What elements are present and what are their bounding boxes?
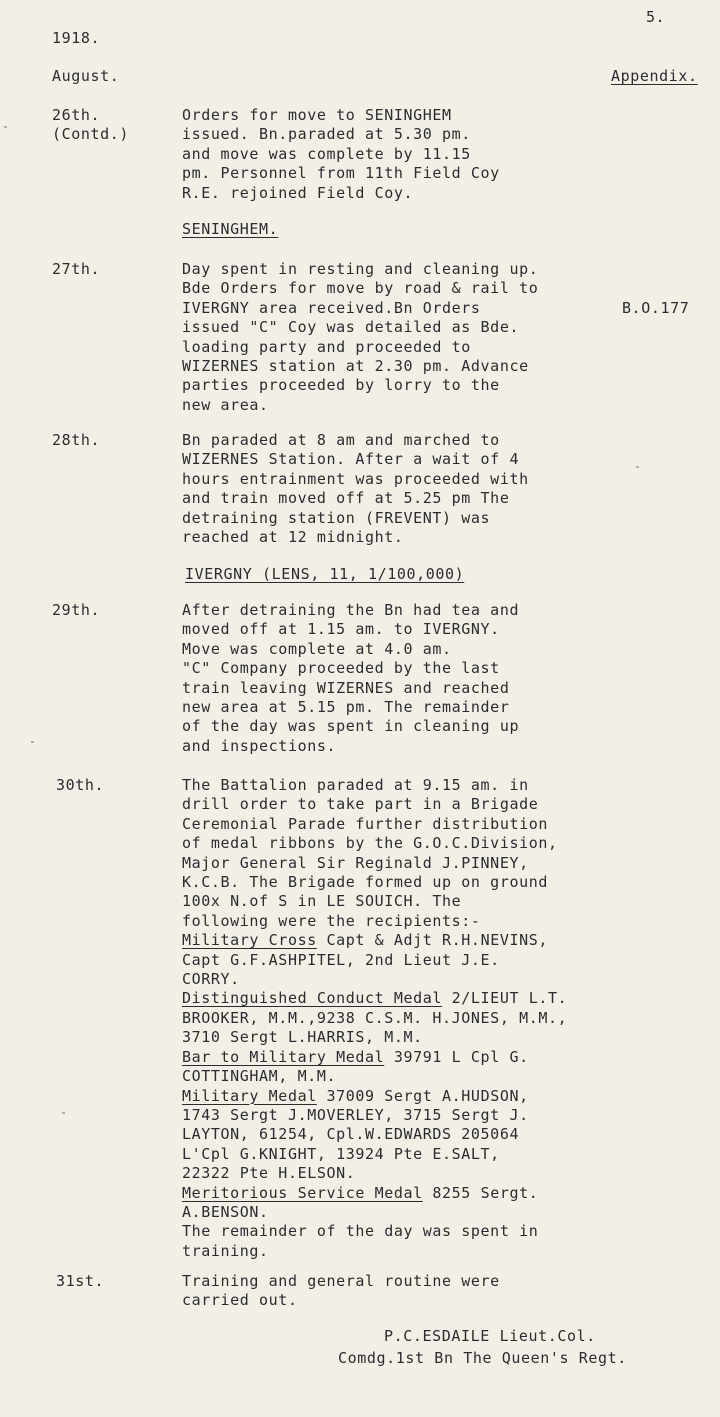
award-military-cross bbox=[182, 931, 712, 950]
text-line: new area. bbox=[182, 395, 269, 414]
paper-speck bbox=[4, 126, 7, 128]
paper-speck bbox=[636, 466, 639, 468]
text-line: Orders for move to SENINGHEM bbox=[182, 106, 452, 124]
text-line: CORRY. bbox=[182, 970, 240, 989]
award-recipients: 8255 Sergt. bbox=[422, 1183, 539, 1202]
entry-text-29 bbox=[182, 601, 712, 756]
entry-text-30 bbox=[182, 776, 712, 1261]
award-label: Military Cross bbox=[182, 931, 317, 950]
text-line: issued "C" Coy was detailed as Bde. bbox=[182, 318, 520, 337]
entry-date-26: 26th. bbox=[52, 106, 101, 124]
entry-text-26 bbox=[182, 106, 712, 203]
award-recipients: 2/LIEUT L.T. bbox=[442, 989, 568, 1008]
text-line: WIZERNES station at 2.30 pm. Advance bbox=[182, 357, 529, 376]
text-line: WIZERNES Station. After a wait of 4 bbox=[182, 450, 520, 469]
text-line: COTTINGHAM, M.M. bbox=[182, 1067, 337, 1086]
text-line: LAYTON, 61254, Cpl.W.EDWARDS 205064 bbox=[182, 1125, 520, 1144]
text-line: hours entrainment was proceeded with bbox=[182, 469, 529, 488]
text-line: Ceremonial Parade further distribution bbox=[182, 814, 548, 833]
text-line: 22322 Pte H.ELSON. bbox=[182, 1164, 356, 1183]
award-dcm bbox=[182, 989, 712, 1008]
text-line: train leaving WIZERNES and reached bbox=[182, 678, 510, 697]
text-line: 100x N.of S in LE SOUICH. The bbox=[182, 892, 462, 911]
entry-date-31: 31st. bbox=[56, 1272, 105, 1290]
text-line: detraining station (FREVENT) was bbox=[182, 508, 491, 527]
text-line: following were the recipients:- bbox=[182, 911, 481, 930]
text-line: Bde Orders for move by road & rail to bbox=[182, 279, 539, 298]
text-line: IVERGNY area received.Bn Orders bbox=[182, 298, 481, 317]
text-line: new area at 5.15 pm. The remainder bbox=[182, 698, 510, 717]
award-bar-military-medal bbox=[182, 1048, 712, 1067]
award-recipients: Capt & Adjt R.H.NEVINS, bbox=[316, 931, 548, 950]
text-line: R.E. rejoined Field Coy. bbox=[182, 183, 414, 202]
text-line: parties proceeded by lorry to the bbox=[182, 376, 500, 395]
text-line: "C" Company proceeded by the last bbox=[182, 659, 500, 678]
text-line: K.C.B. The Brigade formed up on ground bbox=[182, 873, 548, 892]
text-line: training. bbox=[182, 1241, 269, 1260]
signature-name: P.C.ESDAILE Lieut.Col. bbox=[384, 1327, 596, 1345]
paper-speck bbox=[62, 1112, 65, 1114]
text-line: 1743 Sergt J.MOVERLEY, 3715 Sergt J. bbox=[182, 1105, 529, 1124]
text-line: loading party and proceeded to bbox=[182, 337, 471, 356]
award-label: Bar to Military Medal bbox=[182, 1047, 385, 1066]
text-line: Move was complete at 4.0 am. bbox=[182, 639, 452, 658]
paper-speck bbox=[31, 741, 34, 743]
award-label: Military Medal bbox=[182, 1086, 317, 1105]
text-line: and train moved off at 5.25 pm The bbox=[182, 489, 510, 508]
award-military-medal bbox=[182, 1087, 712, 1106]
text-line: Day spent in resting and cleaning up. bbox=[182, 260, 539, 278]
location-heading-seninghem: SENINGHEM. bbox=[182, 220, 279, 238]
text-line: 3710 Sergt L.HARRIS, M.M. bbox=[182, 1028, 423, 1047]
appendix-column-heading: Appendix. bbox=[611, 67, 698, 85]
text-line: L'Cpl G.KNIGHT, 13924 Pte E.SALT, bbox=[182, 1144, 500, 1163]
location-heading-ivergny: IVERGNY (LENS, 11, 1/100,000) bbox=[185, 565, 465, 583]
text-line: BROOKER, M.M.,9238 C.S.M. H.JONES, M.M., bbox=[182, 1008, 568, 1027]
text-line: Major General Sir Reginald J.PINNEY, bbox=[182, 853, 529, 872]
text-line: reached at 12 midnight. bbox=[182, 528, 404, 547]
text-line: After detraining the Bn had tea and bbox=[182, 601, 520, 619]
text-line: issued. Bn.paraded at 5.30 pm. bbox=[182, 125, 471, 144]
award-label: Distinguished Conduct Medal bbox=[182, 989, 443, 1008]
text-line: and move was complete by 11.15 bbox=[182, 144, 471, 163]
entry-contd-26: (Contd.) bbox=[52, 125, 130, 143]
text-line: A.BENSON. bbox=[182, 1202, 269, 1221]
entry-date-27: 27th. bbox=[52, 260, 101, 278]
text-line: Training and general routine were bbox=[182, 1272, 500, 1290]
entry-date-28: 28th. bbox=[52, 431, 101, 449]
text-line: moved off at 1.15 am. to IVERGNY. bbox=[182, 620, 500, 639]
page-number: 5. bbox=[646, 8, 666, 26]
text-line: The Battalion paraded at 9.15 am. in bbox=[182, 776, 529, 794]
text-line: and inspections. bbox=[182, 736, 337, 755]
text-line: of medal ribbons by the G.O.C.Division, bbox=[182, 834, 558, 853]
entry-date-30: 30th. bbox=[56, 776, 105, 794]
signature-rank: Comdg.1st Bn The Queen's Regt. bbox=[338, 1349, 627, 1367]
award-recipients: 37009 Sergt A.HUDSON, bbox=[316, 1086, 529, 1105]
text-line: Bn paraded at 8 am and marched to bbox=[182, 431, 500, 449]
award-recipients: 39791 L Cpl G. bbox=[384, 1047, 529, 1066]
entry-text-28 bbox=[182, 431, 712, 547]
text-line: Capt G.F.ASHPITEL, 2nd Lieut J.E. bbox=[182, 950, 500, 969]
award-msm bbox=[182, 1184, 712, 1203]
entry-date-29: 29th. bbox=[52, 601, 101, 619]
entry-text-27 bbox=[182, 260, 712, 415]
month-heading: August. bbox=[52, 67, 120, 85]
appendix-ref-bo177: B.O.177 bbox=[622, 299, 690, 317]
text-line: pm. Personnel from 11th Field Coy bbox=[182, 164, 500, 183]
entry-text-31 bbox=[182, 1272, 712, 1311]
award-label: Meritorious Service Medal bbox=[182, 1183, 423, 1202]
text-line: The remainder of the day was spent in bbox=[182, 1222, 539, 1241]
text-line: of the day was spent in cleaning up bbox=[182, 717, 520, 736]
text-line: drill order to take part in a Brigade bbox=[182, 795, 539, 814]
text-line: carried out. bbox=[182, 1291, 298, 1310]
year-heading: 1918. bbox=[52, 29, 101, 47]
